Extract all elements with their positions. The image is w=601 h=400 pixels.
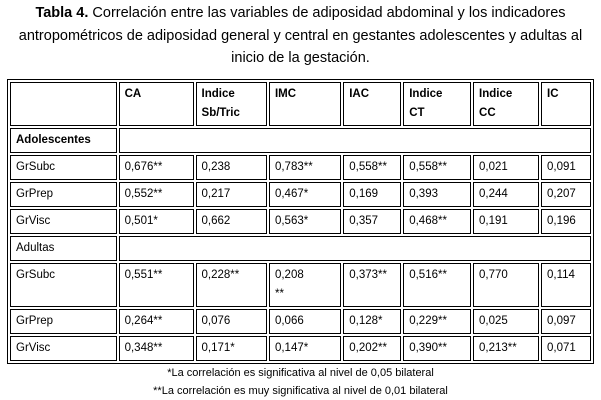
header-text: IAC xyxy=(349,88,370,100)
group-label: Adolescentes xyxy=(10,128,117,153)
table-cell: 0,196 xyxy=(541,209,591,234)
header-cell-ic xyxy=(541,82,591,126)
row-label: GrVisc xyxy=(10,336,117,361)
table-row xyxy=(10,155,591,180)
table-cell: 0,207 xyxy=(541,182,591,207)
table-cell: 0,393 xyxy=(403,182,471,207)
table-cell: 0,264** xyxy=(119,309,194,334)
table-cell: 0,114 xyxy=(541,263,591,307)
table-cell: 0,021 xyxy=(473,155,539,180)
table-cell: 0,191 xyxy=(473,209,539,234)
correlation-table xyxy=(7,79,594,364)
header-cell-corner xyxy=(10,82,117,126)
row-label: GrSubc xyxy=(10,155,117,180)
table-cell: 0,025 xyxy=(473,309,539,334)
table-cell: 0,071 xyxy=(541,336,591,361)
table-cell: 0,551** xyxy=(119,263,194,307)
group-row-adultas xyxy=(10,236,591,261)
header-row xyxy=(10,82,591,126)
row-label: GrPrep xyxy=(10,309,117,334)
table-caption xyxy=(0,2,601,70)
table-cell: 0,238 xyxy=(196,155,267,180)
header-text: CT xyxy=(409,107,425,119)
table-cell: 0,091 xyxy=(541,155,591,180)
cell-value: 0,208 xyxy=(274,269,304,281)
table-row xyxy=(10,336,591,361)
header-text: IC xyxy=(547,88,559,100)
group-spacer xyxy=(119,236,591,261)
footnote-very-significant: **La correlación es muy significativa al nivel de 0,01 bilateral xyxy=(153,385,448,397)
row-label: GrPrep xyxy=(10,182,117,207)
table-cell: 0,348** xyxy=(119,336,194,361)
cell-significance: ** xyxy=(274,288,284,300)
table-cell: 0,662 xyxy=(196,209,267,234)
caption-title: Tabla 4. xyxy=(35,5,89,21)
table-cell: 0,468** xyxy=(403,209,471,234)
header-text: Indice xyxy=(201,88,235,100)
header-text: IMC xyxy=(274,88,297,100)
table-cell: 0,244 xyxy=(473,182,539,207)
header-cell-indice-cc xyxy=(473,82,539,126)
table-cell: 0,128* xyxy=(343,309,401,334)
table-cell: 0,552** xyxy=(119,182,194,207)
caption-line-2: antropométricos de adiposidad general y central en gestantes adolescentes y adultas al xyxy=(18,27,583,44)
header-text: CC xyxy=(479,107,496,119)
table-cell: 0,501* xyxy=(119,209,194,234)
table-cell: 0,229** xyxy=(403,309,471,334)
table-cell: 0,467* xyxy=(269,182,341,207)
table-row xyxy=(10,209,591,234)
table-cell: 0,558** xyxy=(403,155,471,180)
table-cell: 0,147* xyxy=(269,336,341,361)
table-cell: 0,783** xyxy=(269,155,341,180)
table-cell: 0,228** xyxy=(196,263,267,307)
header-cell-indice-ct xyxy=(403,82,471,126)
header-text: CA xyxy=(124,88,142,100)
table-cell: 0,373** xyxy=(343,263,401,307)
table-cell: 0,770 xyxy=(473,263,539,307)
header-cell-iac xyxy=(343,82,401,126)
header-cell-imc xyxy=(269,82,341,126)
table-cell: 0,563* xyxy=(269,209,341,234)
header-text: Sb/Tric xyxy=(201,107,240,119)
table-cell: 0,097 xyxy=(541,309,591,334)
table-row xyxy=(10,263,591,307)
group-row-adolescentes xyxy=(10,128,591,153)
header-text: Indice xyxy=(409,88,443,100)
table-cell: 0,171* xyxy=(196,336,267,361)
table-cell: 0,217 xyxy=(196,182,267,207)
table-row xyxy=(10,182,591,207)
table-cell: 0,516** xyxy=(403,263,471,307)
row-label: GrSubc xyxy=(10,263,117,307)
footnote-significant: *La correlación es significativa al nivel de 0,05 bilateral xyxy=(167,367,434,379)
header-text: Indice xyxy=(479,88,513,100)
table-cell: 0,066 xyxy=(269,309,341,334)
caption-line-3: inicio de la gestación. xyxy=(231,50,370,66)
caption-line-1 xyxy=(0,2,601,25)
table-cell: 0,558** xyxy=(343,155,401,180)
table-cell: 0,169 xyxy=(343,182,401,207)
group-label: Adultas xyxy=(10,236,117,261)
table-cell: 0,202** xyxy=(343,336,401,361)
row-label: GrVisc xyxy=(10,209,117,234)
table-cell xyxy=(269,263,341,307)
header-cell-indice-sbtric xyxy=(196,82,267,126)
header-cell-ca xyxy=(119,82,194,126)
table-cell: 0,390** xyxy=(403,336,471,361)
group-spacer xyxy=(119,128,591,153)
table-cell: 0,076 xyxy=(196,309,267,334)
table-cell: 0,676** xyxy=(119,155,194,180)
table-cell: 0,213** xyxy=(473,336,539,361)
caption-line-1-text: Correlación entre las variables de adiposidad abdominal y los indicadores xyxy=(88,5,566,21)
table-row xyxy=(10,309,591,334)
table-cell: 0,357 xyxy=(343,209,401,234)
